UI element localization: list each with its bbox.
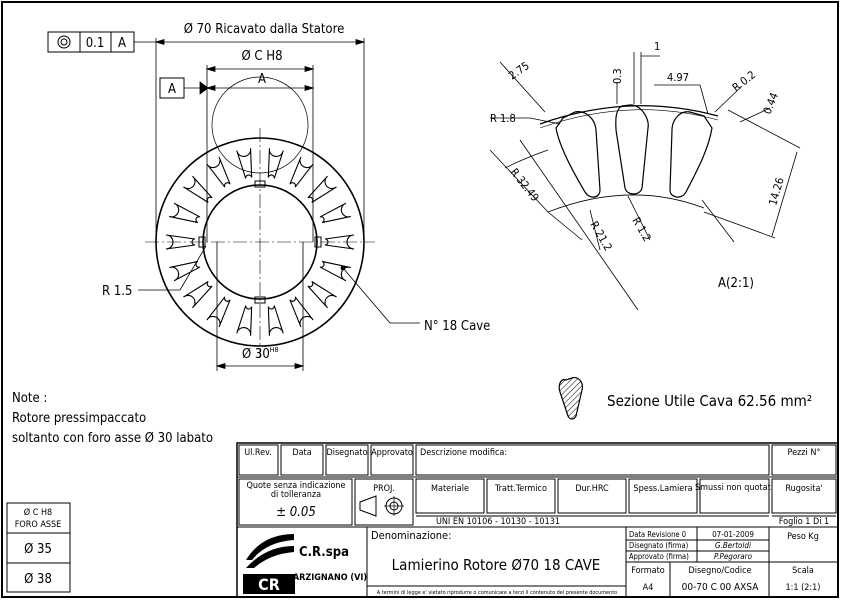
rotor-slot [264,148,283,179]
tb-descr-header: Descrizione modifica: [420,448,508,458]
rotor-slot [305,278,336,307]
arrow-datum-right [305,86,313,91]
projection-cone-icon [360,496,376,516]
tb-col-smussi: Smussi non quotati [695,483,773,493]
rotor-slot [319,258,351,281]
detail-ref-arc [505,150,548,168]
tb-quote-value: ± 0.05 [276,505,316,520]
foro-asse-row-2: Ø 38 [24,572,52,587]
tb-disegnato-label: Disegnato (firma) [629,541,689,550]
rotor-slot [183,278,214,307]
tb-uni: UNI EN 10106 - 10130 - 10131 [435,517,561,527]
tb-col-materiale: Materiale [431,484,469,494]
dim-shaft-sup: H8 [269,346,279,354]
arrow-shaft-right [295,364,303,369]
detail-inner-arc [548,195,704,212]
detail-dim-03: 0.3 [611,68,624,84]
rotor-slot [305,176,336,205]
tb-codice-label: Disegno/Codice [688,566,752,576]
rotor-slot [207,295,234,327]
tb-codice-value: 00-70 C 00 AXSA [681,582,759,593]
detail-dim-497: 4.97 [667,71,690,84]
leader-slots-dot [341,266,345,270]
arrow-shaft-left [217,364,225,369]
detail-outer-arc [540,106,718,124]
section-area-label: Sezione Utile Cava 62.56 mm² [607,392,813,410]
tb-quote-label-2: di tolleranza [270,490,322,500]
tolerance-value: 0.1 [85,36,105,51]
datum-letter-label: A [258,72,266,87]
tb-foglio: Foglio 1 Di 1 [778,517,830,527]
tb-company-name: C.R.spa [299,545,349,560]
tb-quote-label-1: Quote senza indicazione [246,481,346,491]
detail-dim-r18: R 1.8 [490,112,516,125]
tb-proj-label: PROJ. [373,484,395,494]
arrow-od-right [356,40,364,45]
tb-peso-label: Peso Kg [787,532,819,542]
arrow-od-left [156,40,164,45]
datum-box-label: A [168,82,176,97]
rotor-slot [319,203,351,226]
arrow-bore-right [305,67,313,72]
notes-line-2: soltanto con foro asse Ø 30 labato [12,431,213,446]
concentricity-icon-inner [61,39,67,45]
detail-radial-line-inner [548,212,582,240]
tb-rev-header-2: Disegnato [326,448,368,458]
rotor-slot [237,148,256,179]
detail-dim-044: 0.44 [760,90,782,117]
tb-rev-header-1: Data [292,448,312,458]
detail-dim-r3249: R 32.49 [507,165,542,205]
detail-dim-1426: 14.26 [766,176,787,207]
detail-slot-3 [670,112,712,197]
tb-col-dur: Dur.HRC [575,484,609,494]
detail-dim-r12: R 1.2 [629,215,654,244]
tb-scala-value: 1:1 (2:1) [785,583,821,593]
dim-bore-label: Ø C H8 [241,49,283,64]
tb-scala-label: Scala [792,566,814,576]
slot-callout-label: N° 18 Cave [424,319,491,334]
detail-dim-r02: R 0.2 [729,68,759,95]
tb-rev-header-3: Approvato [371,448,413,458]
tb-formato-value: A4 [642,583,654,593]
tb-rugosita: Rugosita' [785,484,823,494]
tb-rev-header-0: Ul.Rev. [244,448,272,458]
hatched-slot-icon [559,378,582,419]
detail-dim-r212: R 21.2 [587,219,615,254]
detail-slot-2 [616,105,648,194]
notes-line-1: Rotore pressimpaccato [12,411,147,426]
rotor-slot [286,295,313,327]
tb-approvato-label: Approvato (firma) [629,552,689,561]
radius-left-label: R 1.5 [102,284,133,299]
company-logo [243,534,295,594]
concentricity-icon-outer [58,36,70,48]
rotor-slot [183,176,214,205]
detail-a-view [505,105,734,310]
arrow-bore-left [207,67,215,72]
leader-r15-diagonal [180,246,206,290]
detail-dim-1: 1 [654,40,661,53]
leader-497-diag [700,85,708,114]
foro-asse-header-2: FORO ASSE [14,520,62,530]
dim-shaft-label [242,346,279,362]
detail-scale-label: A(2:1) [718,276,754,291]
detail-slot-1 [556,112,600,197]
tb-legal-note: A termini di legge e' vietato riprodurre o comunicare a terzi il contenuto del presente documento [376,590,618,596]
rotor-slot [169,203,201,226]
tb-denominazione-label: Denominazione: [371,529,452,542]
rotor-front-view [145,77,375,358]
dim-shaft-value: Ø 30 [242,347,270,362]
logo-text: CR [258,575,280,594]
notes-title: Note : [12,391,48,406]
tb-data-rev-value: 07-01-2009 [712,530,754,539]
tb-disegnato-value: G.Bertoldi [715,541,751,550]
ext-1426-bottom [704,212,775,238]
tb-col-tratt: Tratt.Termico [495,484,547,494]
tolerance-datum: A [118,36,126,51]
tb-company-city: ARZIGNANO (VI) [292,573,368,583]
tb-pezzi-label: Pezzi N° [787,448,821,458]
rotor-slot [169,258,201,281]
tb-denominazione-value: Lamierino Rotore Ø70 18 CAVE [391,556,601,574]
detail-radial-line-left [520,140,638,310]
foro-asse-header: Ø C H8 [23,508,53,518]
rotor-slot [264,305,283,336]
foro-asse-row-1: Ø 35 [24,542,52,557]
tb-col-spess: Spess.Lamiera [633,484,693,494]
tb-formato-label: Formato [631,566,665,576]
detail-dim-275: 2.75 [506,59,532,83]
tb-data-rev-label: Data Revisione 0 [629,530,687,539]
ext-1426-top [728,110,800,148]
rotor-slot [237,305,256,336]
dim-od-label: Ø 70 Ricavato dalla Statore [183,22,345,37]
tb-approvato-value: P.Pegoraro [714,552,752,561]
sheet-border [2,2,838,597]
